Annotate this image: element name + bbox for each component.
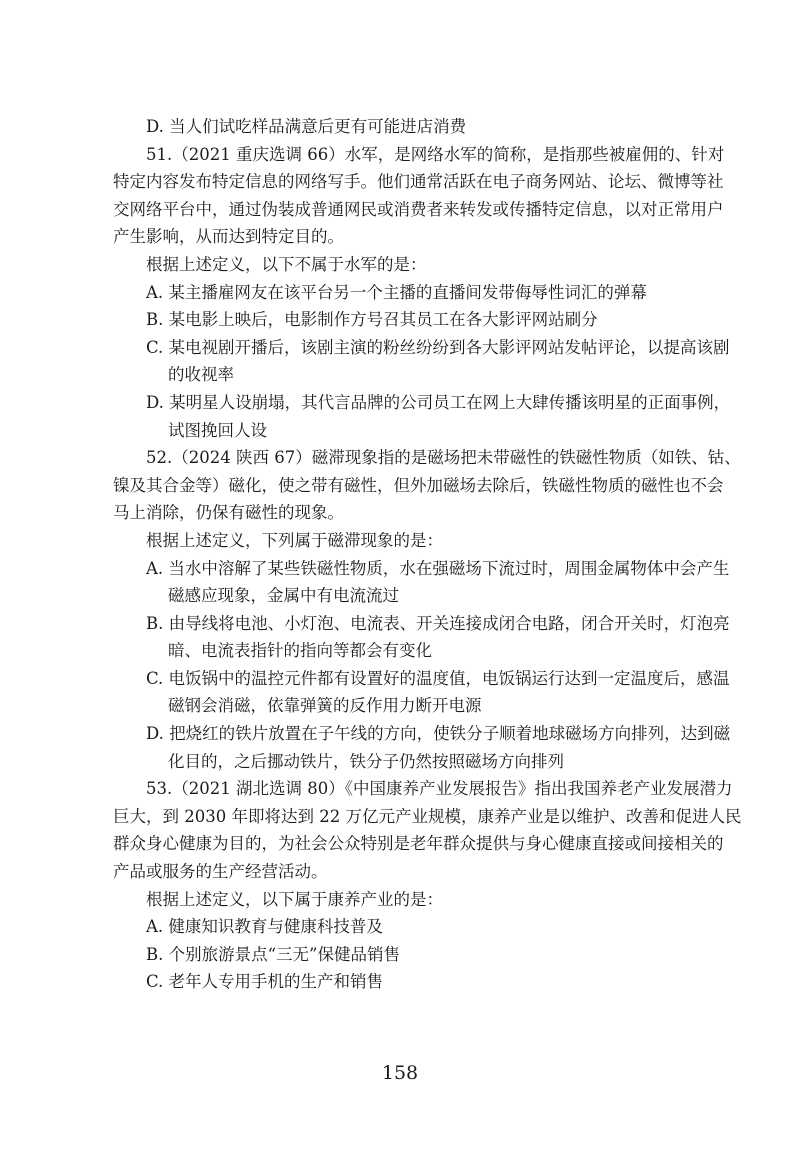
text-line: C. 电饭锅中的温控元件都有设置好的温度值，电饭锅运行达到一定温度后，感温 [146,668,730,688]
text-line: 的收视率 [168,365,234,385]
text-line: C. 老年人专用手机的生产和销售 [146,972,384,992]
text-line: 马上消除，仍保有磁性的现象。 [113,503,344,523]
text-line: 产品或服务的生产经营活动。 [113,862,328,882]
text-line: 镍及其合金等）磁化，使之带有磁性，但外加磁场去除后，铁磁性物质的磁性也不会 [113,475,724,495]
text-line: 产生影响，从而达到特定目的。 [113,227,344,247]
text-line: 根据上述定义，以下属于康养产业的是： [146,889,443,909]
text-line: 试图挽回人设 [168,420,267,440]
text-line: 群众身心健康为目的，为社会公众特别是老年群众提供与身心健康直接或间接相关的 [113,834,724,854]
text-line: 53.（2021 湖北选调 80）《中国康养产业发展报告》指出我国养老产业发展潜力 [146,779,733,799]
page-number: 158 [381,1062,419,1084]
text-line: 化目的，之后挪动铁片，铁分子仍然按照磁场方向排列 [168,751,564,771]
text-line: D. 某明星人设崩塌，其代言品牌的公司员工在网上大肆传播该明星的正面事例， [146,392,731,412]
text-line: A. 当水中溶解了某些铁磁性物质，水在强磁场下流过时，周围金属物体中会产生 [146,558,730,578]
text-line: 磁感应现象，金属中有电流流过 [168,586,399,606]
text-line: 特定内容发布特定信息的网络写手。他们通常活跃在电子商务网站、论坛、微博等社 [113,172,724,192]
text-line: 磁钢会消磁，依靠弹簧的反作用力断开电源 [168,696,482,716]
text-line: B. 个别旅游景点“三无”保健品销售 [146,944,400,964]
text-line: D. 把烧红的铁片放置在子午线的方向，使铁分子顺着地球磁场方向排列，达到磁 [146,724,731,744]
text-line: 根据上述定义，下列属于磁滞现象的是： [146,530,443,550]
text-line: 暗、电流表指针的指向等都会有变化 [168,641,432,661]
text-line: 52.（2024 陕西 67）磁滞现象指的是磁场把未带磁性的铁磁性物质（如铁、钴、 [146,448,741,468]
text-line: C. 某电视剧开播后，该剧主演的粉丝纷纷到各大影评网站发帖评论，以提高该剧 [146,337,730,357]
text-line: 巨大，到 2030 年即将达到 22 万亿元产业规模，康养产业是以维护、改善和促进人民 [113,806,742,826]
text-line: 51.（2021 重庆选调 66）水军，是网络水军的简称，是指那些被雇佣的、针对 [146,144,725,164]
text-line: B. 由导线将电池、小灯泡、电流表、开关连接成闭合电路，闭合开关时，灯泡亮 [146,613,730,633]
document-body [113,113,742,996]
text-line: B. 某电影上映后，电影制作方号召其员工在各大影评网站刷分 [146,310,598,330]
text-line: A. 某主播雇网友在该平台另一个主播的直播间发带侮辱性词汇的弹幕 [146,282,647,302]
text-line: 交网络平台中，通过伪装成普通网民或消费者来转发或传播特定信息，以对正常用户 [113,199,724,219]
text-line: A. 健康知识教育与健康科技普及 [146,917,383,937]
text-line: 根据上述定义，以下不属于水军的是： [146,254,427,274]
text-line: D. 当人们试吃样品满意后更有可能进店消费 [146,117,467,136]
